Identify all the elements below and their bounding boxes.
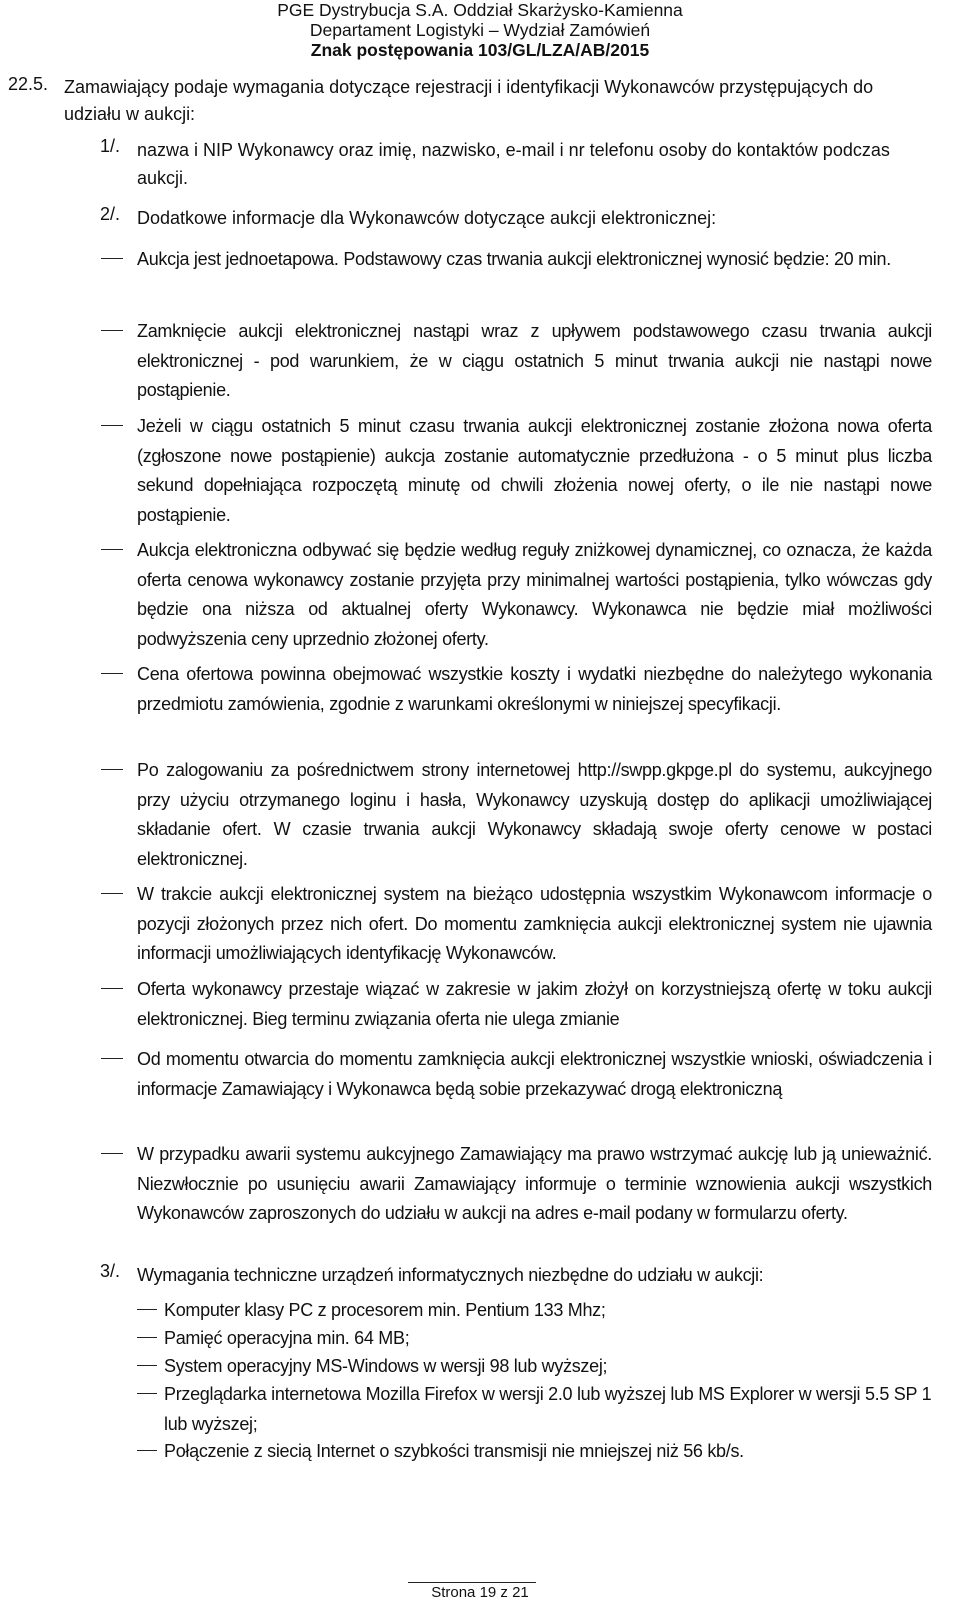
auction-info-item: Zamknięcie aukcji elektronicznej nastąpi wraz z upływem podstawowego czasu trwania aukcji elektronicznej - pod warunkiem, że w ciągu ostatnich 5 minut trwania aukcji nie nastąpi nowe postąpienie. bbox=[137, 321, 932, 400]
section-number: 22.5. bbox=[8, 74, 49, 94]
dash-bullet bbox=[137, 1309, 157, 1310]
dash-bullet bbox=[101, 1058, 123, 1059]
item-number-1: 1/. bbox=[100, 136, 121, 156]
section-intro: Zamawiający podaje wymagania dotyczące rejestracji i identyfikacji Wykonawców przystępujących do udziału w aukcji: bbox=[64, 77, 874, 124]
tech-requirement-item: System operacyjny MS-Windows w wersji 98 lub wyższej; bbox=[164, 1356, 608, 1376]
auction-info-item: Po zalogowaniu za pośrednictwem strony internetowej http://swpp.gkpge.pl do systemu, aukcyjnego przy użyciu otrzymanego loginu i hasła, Wykonawcy uzyskują dostęp do aplikacji umożliwiającej składanie ofert. W czasie trwania aukcji Wykonawcy składają swoje oferty cenowe w postaci elektronicznej. bbox=[137, 760, 932, 869]
auction-info-item: W trakcie aukcji elektronicznej system na bieżąco udostępnia wszystkim Wykonawcom informacje o pozycji złożonych przez nich ofert. Do momentu zamknięcia aukcji elektronicznej system nie ujawnia informacji umożliwiających identyfikację Wykonawców. bbox=[137, 884, 932, 963]
dash-bullet bbox=[137, 1337, 157, 1338]
dash-bullet bbox=[101, 769, 123, 770]
item-text-3: Wymagania techniczne urządzeń informatycznych niezbędne do udziału w aukcji: bbox=[137, 1265, 764, 1285]
page-number: Strona 19 z 21 bbox=[431, 1584, 529, 1601]
auction-info-item: Jeżeli w ciągu ostatnich 5 minut czasu trwania aukcji elektronicznej zostanie złożona nowa oferta (zgłoszone nowe postąpienie) aukcja zostanie automatycznie przedłużona - o 5 minut plus liczba sekund dopełniająca rozpoczętą minutę od chwili złożenia nowej oferty, o ile nie nastąpi nowe postąpienie. bbox=[137, 416, 932, 525]
auction-info-item: Aukcja elektroniczna odbywać się będzie według reguły zniżkowej dynamicznej, co oznacza, że każda oferta cenowa wykonawcy zostanie przyjęta przy minimalnej wartości postąpienia, tylko wówczas gdy będzie ona niższa od aktualnej oferty Wykonawcy. Wykonawca nie będzie miał możliwości podwyższenia ceny uprzednio złożonej oferty. bbox=[137, 540, 932, 649]
header-department: Departament Logistyki – Wydział Zamówień bbox=[309, 20, 651, 40]
item-text-1: nazwa i NIP Wykonawcy oraz imię, nazwisko, e-mail i nr telefonu osoby do kontaktów podczas aukcji. bbox=[137, 140, 890, 188]
header-case-number: Znak postępowania 103/GL/LZA/AB/2015 bbox=[310, 40, 650, 60]
auction-info-item: W przypadku awarii systemu aukcyjnego Zamawiający ma prawo wstrzymać aukcję lub ją unieważnić. Niezwłocznie po usunięciu awarii Zamawiający informuje o terminie wznowienia aukcji wszystkich Wykonawców zaproszonych do udziału w aukcji na adres e-mail podany w formularzu oferty. bbox=[137, 1144, 932, 1223]
dash-bullet bbox=[137, 1450, 157, 1451]
tech-requirement-item: Przeglądarka internetowa Mozilla Firefox w wersji 2.0 lub wyższej lub MS Explorer w wersji 5.5 SP 1 lub wyższej; bbox=[164, 1384, 932, 1434]
auction-info-item: Oferta wykonawcy przestaje wiązać w zakresie w jakim złożył on korzystniejszą ofertę w toku aukcji elektronicznej. Bieg terminu związania oferta nie ulega zmianie bbox=[137, 979, 932, 1029]
auction-info-item: Cena ofertowa powinna obejmować wszystkie koszty i wydatki niezbędne do należytego wykonania przedmiotu zamówienia, zgodnie z warunkami określonymi w niniejszej specyfikacji. bbox=[137, 664, 932, 714]
dash-bullet bbox=[101, 988, 123, 989]
dash-bullet bbox=[101, 1153, 123, 1154]
tech-requirement-item: Pamięć operacyjna min. 64 MB; bbox=[164, 1328, 410, 1348]
dash-bullet bbox=[101, 425, 123, 426]
dash-bullet bbox=[101, 893, 123, 894]
item-text-2: Dodatkowe informacje dla Wykonawców dotyczące aukcji elektronicznej: bbox=[137, 208, 717, 228]
header-company: PGE Dystrybucja S.A. Oddział Skarżysko-Kamienna bbox=[277, 0, 683, 20]
auction-info-item: Aukcja jest jednoetapowa. Podstawowy czas trwania aukcji elektronicznej wynosić będzie: 20 min. bbox=[137, 249, 891, 269]
page-header bbox=[0, 0, 960, 60]
item-number-3: 3/. bbox=[100, 1261, 121, 1281]
dash-bullet bbox=[101, 330, 123, 331]
item-number-2: 2/. bbox=[100, 204, 121, 224]
auction-info-item: Od momentu otwarcia do momentu zamknięcia aukcji elektronicznej wszystkie wnioski, oświadczenia i informacje Zamawiający i Wykonawca będą sobie przekazywać drogą elektroniczną bbox=[137, 1049, 932, 1099]
tech-requirement-item: Komputer klasy PC z procesorem min. Pentium 133 Mhz; bbox=[164, 1300, 606, 1320]
tech-requirement-item: Połączenie z siecią Internet o szybkości transmisji nie mniejszej niż 56 kb/s. bbox=[164, 1441, 744, 1461]
dash-bullet bbox=[101, 258, 123, 259]
dash-bullet bbox=[137, 1393, 157, 1394]
dash-bullet bbox=[137, 1365, 157, 1366]
dash-bullet bbox=[101, 549, 123, 550]
footer-divider bbox=[408, 1582, 536, 1583]
dash-bullet bbox=[101, 673, 123, 674]
